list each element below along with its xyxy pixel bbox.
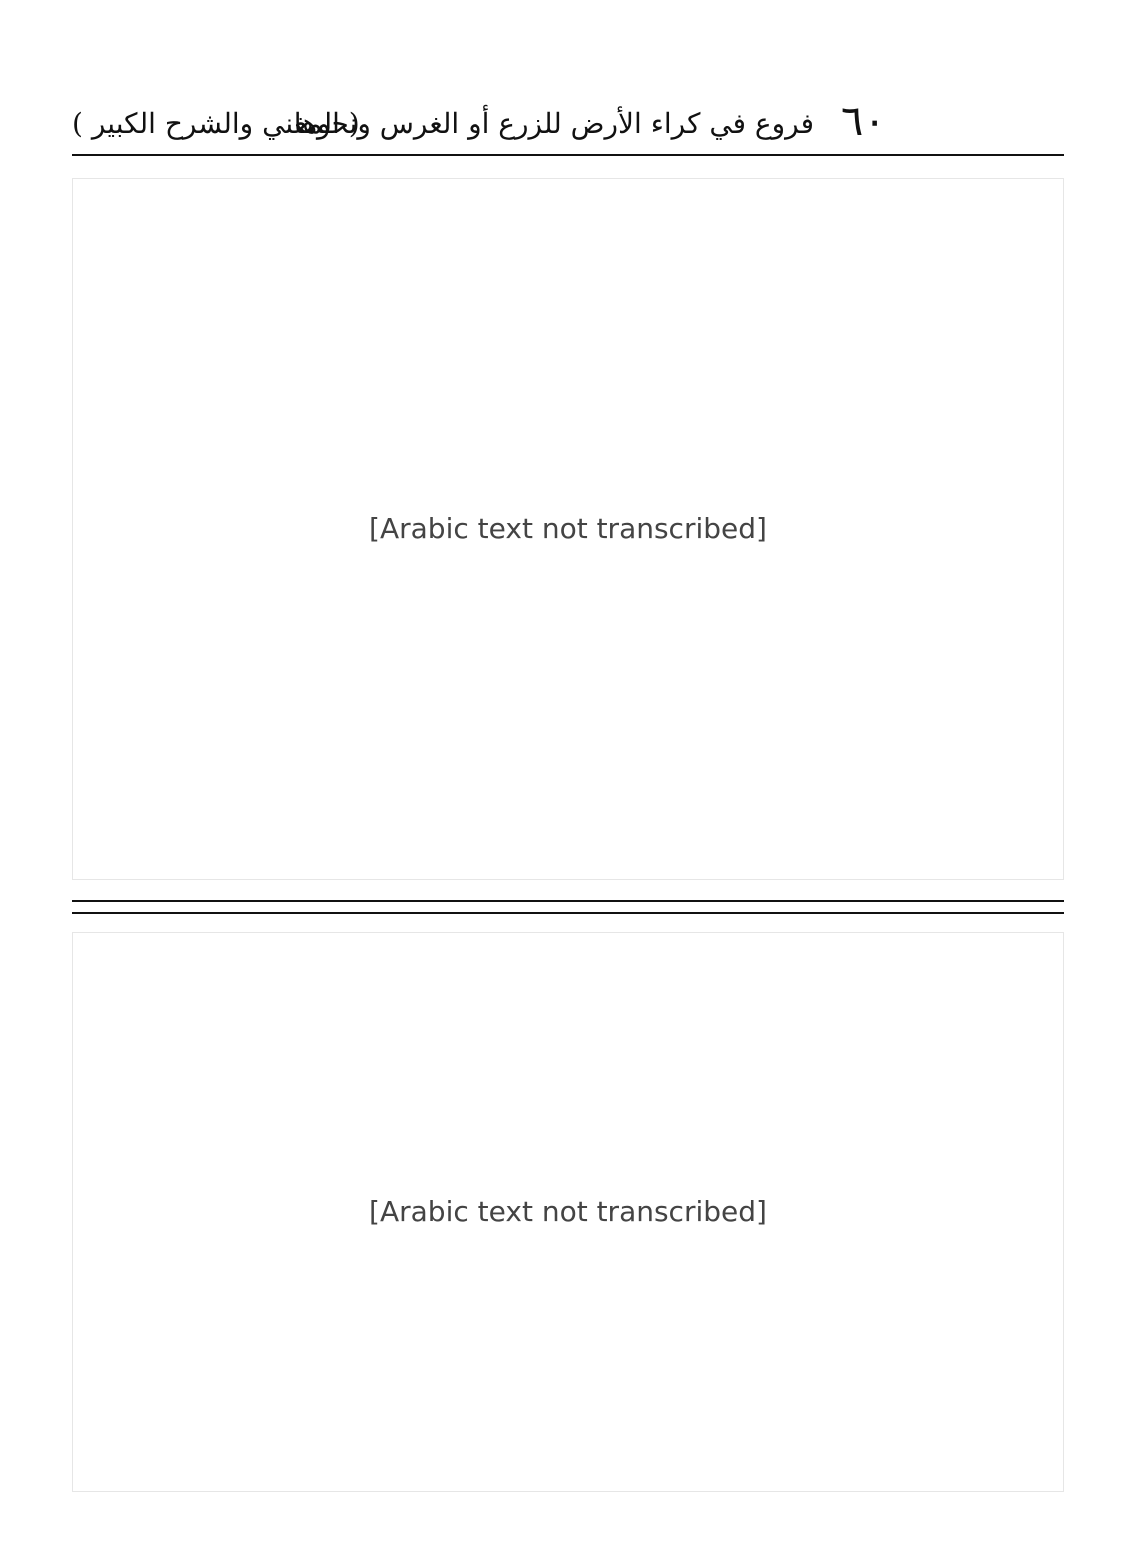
- section-title: فروع في كراء الأرض للزرع أو الغرس ونحوها: [293, 107, 814, 140]
- section-divider: [72, 900, 1064, 914]
- book-page: [72, 92, 1064, 1492]
- commentary-text-block: [72, 932, 1064, 1492]
- book-title: ( المغني والشرح الكبير ): [72, 107, 360, 140]
- page-number: ٦٠: [840, 96, 886, 145]
- page-header: [72, 92, 1064, 160]
- header-rule: [72, 154, 1064, 156]
- commentary-text-placeholder: [Arabic text not transcribed]: [369, 1195, 767, 1228]
- main-text-placeholder: [Arabic text not transcribed]: [369, 512, 767, 545]
- main-text-block: [72, 178, 1064, 880]
